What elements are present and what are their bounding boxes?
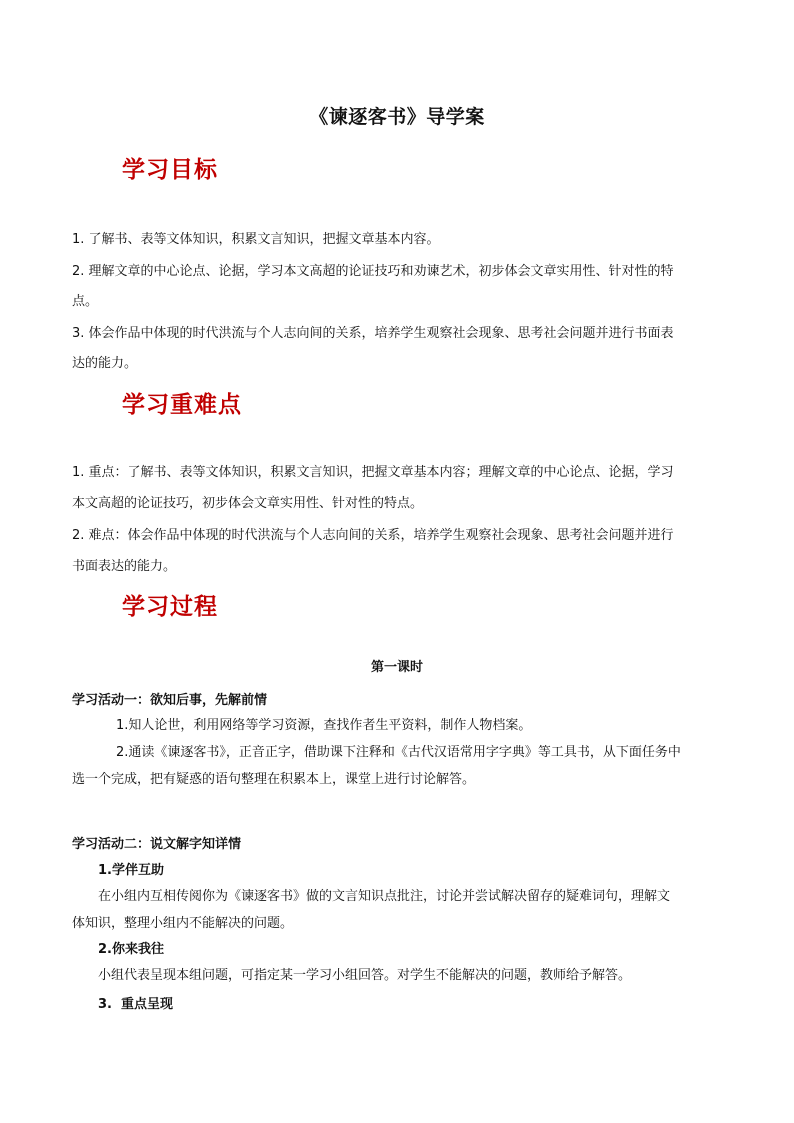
activity2-sub3-title: 3. 重点呈现	[98, 997, 174, 1012]
objective-item-1: 1. 了解书、表等文体知识，积累文言知识，把握文章基本内容。	[72, 232, 440, 247]
activity2-sub1-text: 在小组内互相传阅你为《谏逐客书》做的文言知识点批注，讨论并尝试解决留存的疑难词句，理解文	[98, 889, 671, 904]
heading-key-points: 学习重难点	[122, 391, 242, 418]
activity1-title: 学习活动一：欲知后事，先解前情	[72, 693, 268, 708]
key-point-item-1-cont: 本文高超的论证技巧，初步体会文章实用性、针对性的特点。	[72, 496, 424, 511]
activity2-sub1-text-cont: 体知识，整理小组内不能解决的问题。	[72, 916, 294, 931]
heading-process: 学习过程	[122, 593, 218, 620]
activity1-step1: 1.知人论世，利用网络等学习资源，查找作者生平资料，制作人物档案。	[116, 718, 532, 733]
heading-objectives: 学习目标	[122, 156, 218, 183]
lesson-label: 第一课时	[370, 660, 423, 675]
objective-item-2-cont: 点。	[72, 294, 99, 309]
objective-item-3: 3. 体会作品中体现的时代洪流与个人志向间的关系，培养学生观察社会现象、思考社会问题并进行书面表	[72, 326, 674, 341]
activity1-step2-cont: 选一个完成，把有疑惑的语句整理在积累本上，课堂上进行讨论解答。	[72, 772, 476, 787]
objective-item-3-cont: 达的能力。	[72, 356, 138, 371]
activity1-step2: 2.通读《谏逐客书》，正音正字，借助课下注释和《古代汉语常用字字典》等工具书，从下面任务中	[116, 745, 681, 760]
key-point-item-2-cont: 书面表达的能力。	[72, 559, 177, 574]
key-point-item-1: 1. 重点：了解书、表等文体知识，积累文言知识，把握文章基本内容；理解文章的中心论点、论据，学习	[72, 465, 674, 480]
activity2-sub1-title: 1.学伴互助	[98, 863, 164, 878]
activity2-title: 学习活动二：说文解字知详情	[72, 837, 242, 852]
document-title: 《谏逐客书》导学案	[309, 106, 485, 128]
activity2-sub2-title: 2.你来我往	[98, 942, 164, 957]
activity2-sub2-text: 小组代表呈现本组问题，可指定某一学习小组回答。对学生不能解决的问题，教师给予解答。	[98, 968, 632, 983]
key-point-item-2: 2. 难点：体会作品中体现的时代洪流与个人志向间的关系，培养学生观察社会现象、思考社会问题并进行	[72, 528, 674, 543]
objective-item-2: 2. 理解文章的中心论点、论据，学习本文高超的论证技巧和劝谏艺术，初步体会文章实用性、针对性的特	[72, 264, 674, 279]
